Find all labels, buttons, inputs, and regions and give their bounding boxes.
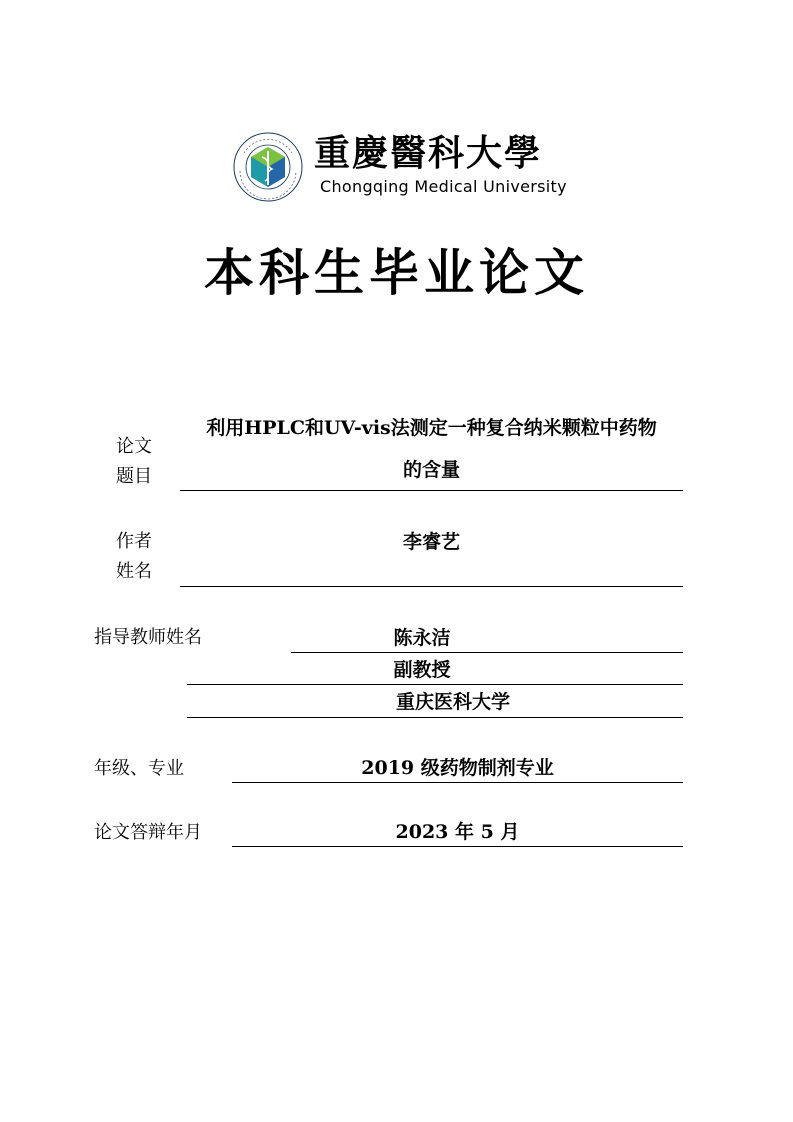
advisor-name: 陈永洁 [393,627,451,649]
author-label-line2: 姓名 [116,561,152,582]
thesis-title-label-line1: 论文 [116,436,152,457]
author-label-line1: 作者 [116,531,152,552]
thesis-title-label-line2: 题目 [116,466,152,487]
defense-date-label: 论文答辩年月 [94,822,202,843]
grade-major-label: 年级、专业 [94,758,184,779]
university-emblem-icon [232,131,304,203]
grade-major-underline [232,782,683,783]
defense-date-underline [232,846,683,847]
advisor-label: 指导教师姓名 [94,627,202,648]
university-name-english: Chongqing Medical University [320,177,567,196]
university-logo [232,131,567,203]
university-name-chinese: 重慶醫科大學 [314,132,543,174]
author-value: 李睿艺 [402,531,460,553]
advisor-institution-underline [187,717,683,718]
advisor-title: 副教授 [393,659,451,681]
thesis-title-value-line1: 利用HPLC和UV-vis法测定一种复合纳米颗粒中药物 [206,417,657,439]
page-title: 本科生毕业论文 [204,244,589,302]
author-label [116,527,152,587]
advisor-title-underline [187,684,683,685]
advisor-name-underline [291,652,683,653]
advisor-institution: 重庆医科大学 [396,691,511,713]
grade-major-value: 2019 级药物制剂专业 [361,757,554,779]
thesis-title-label [116,432,152,492]
defense-date-value: 2023 年 5 月 [395,821,520,843]
author-underline [180,586,683,587]
thesis-title-value-line2: 的含量 [402,459,460,481]
thesis-title-underline [180,490,683,491]
